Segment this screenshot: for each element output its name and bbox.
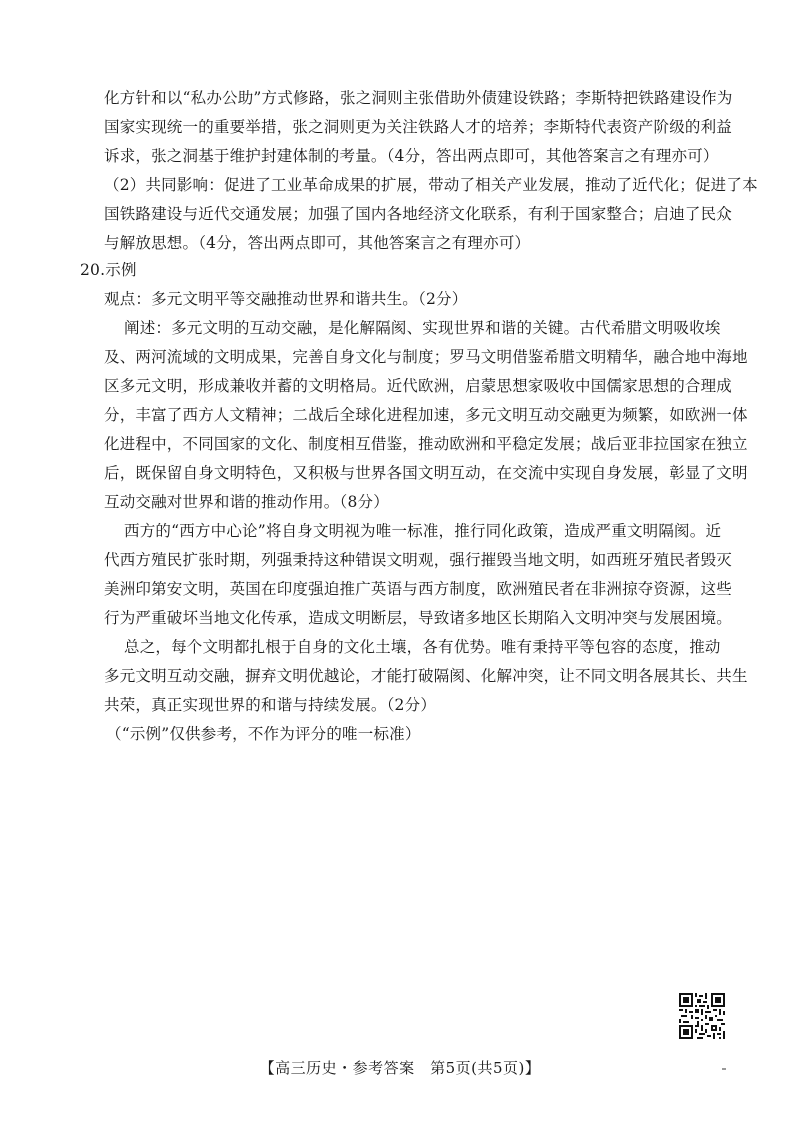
text-line: 多元文明互动交融，摒弃文明优越论，才能打破隔阂、化解冲突，让不同文明各展其长、共生 xyxy=(104,667,748,685)
text-line: 互动交融对世界和谐的推动作用。（8分） xyxy=(104,493,389,511)
text-line: 后，既保留自身文明特色，又积极与世界各国文明互动，在交流中实现自身发展，彰显了文明 xyxy=(104,464,748,482)
text-line: 化方针和以“私办公助”方式修路，张之洞则主张借助外债建设铁路；李斯特把铁路建设作为 xyxy=(104,89,733,107)
text-line: 总之，每个文明都扎根于自身的文化土壤，各有优势。唯有秉持平等包容的态度，推动 xyxy=(124,638,721,656)
text-line: 化进程中，不同国家的文化、制度相互借鉴，推动欧洲和平稳定发展；战后亚非拉国家在独立 xyxy=(104,435,748,453)
text-line: 西方的“西方中心论”将自身文明视为唯一标准，推行同化政策，造成严重文明隔阂。近 xyxy=(124,522,722,540)
text-line: 国家实现统一的重要举措，张之洞则更为关注铁路人才的培养；李斯特代表资产阶级的利益 xyxy=(104,118,733,136)
text-line: 及、两河流域的文明成果，完善自身文化与制度；罗马文明借鉴希腊文明精华，融合地中海地 xyxy=(104,348,748,366)
text-line: 诉求，张之洞基于维护封建体制的考量。（4分，答出两点即可，其他答案言之有理亦可） xyxy=(104,147,719,165)
note-line: （“示例”仅供参考，不作为评分的唯一标准） xyxy=(106,725,421,743)
text-line: 代西方殖民扩张时期，列强秉持这种错误文明观，强行摧毁当地文明，如西班牙殖民者毁灭 xyxy=(104,551,733,569)
text-line: 分，丰富了西方人文精神；二战后全球化进程加速，多元文明互动交融更为频繁，如欧洲一体 xyxy=(104,406,748,424)
question-number: 20.示例 xyxy=(80,261,137,279)
text-line: 国铁路建设与近代交通发展；加强了国内各地经济文化联系，有利于国家整合；启迪了民众 xyxy=(104,205,733,223)
page-footer: 【高三历史・参考答案 第5页(共5页)】 xyxy=(259,1059,541,1077)
text-line: 共荣，真正实现世界的和谐与持续发展。（2分） xyxy=(104,696,437,714)
text-line: 阐述：多元文明的互动交融，是化解隔阂、实现世界和谐的关键。古代希腊文明吸收埃 xyxy=(124,319,721,337)
text-line: 区多元文明，形成兼收并蓄的文明格局。近代欧洲，启蒙思想家吸收中国儒家思想的合理成 xyxy=(104,377,733,395)
text-line: 与解放思想。（4分，答出两点即可，其他答案言之有理亦可） xyxy=(104,234,531,252)
viewpoint-line: 观点：多元文明平等交融推动世界和谐共生。（2分） xyxy=(104,290,468,308)
text-line: （2）共同影响：促进了工业革命成果的扩展，带动了相关产业发展，推动了近代化；促进了本 xyxy=(104,176,758,194)
text-line: 美洲印第安文明，英国在印度强迫推广英语与西方制度，欧洲殖民者在非洲掠夺资源，这些 xyxy=(104,580,733,598)
text-line: 行为严重破坏当地文化传承，造成文明断层，导致诸多地区长期陷入文明冲突与发展困境。 xyxy=(104,609,733,627)
qr-code-icon xyxy=(679,993,725,1039)
scan-mark xyxy=(722,1068,726,1070)
